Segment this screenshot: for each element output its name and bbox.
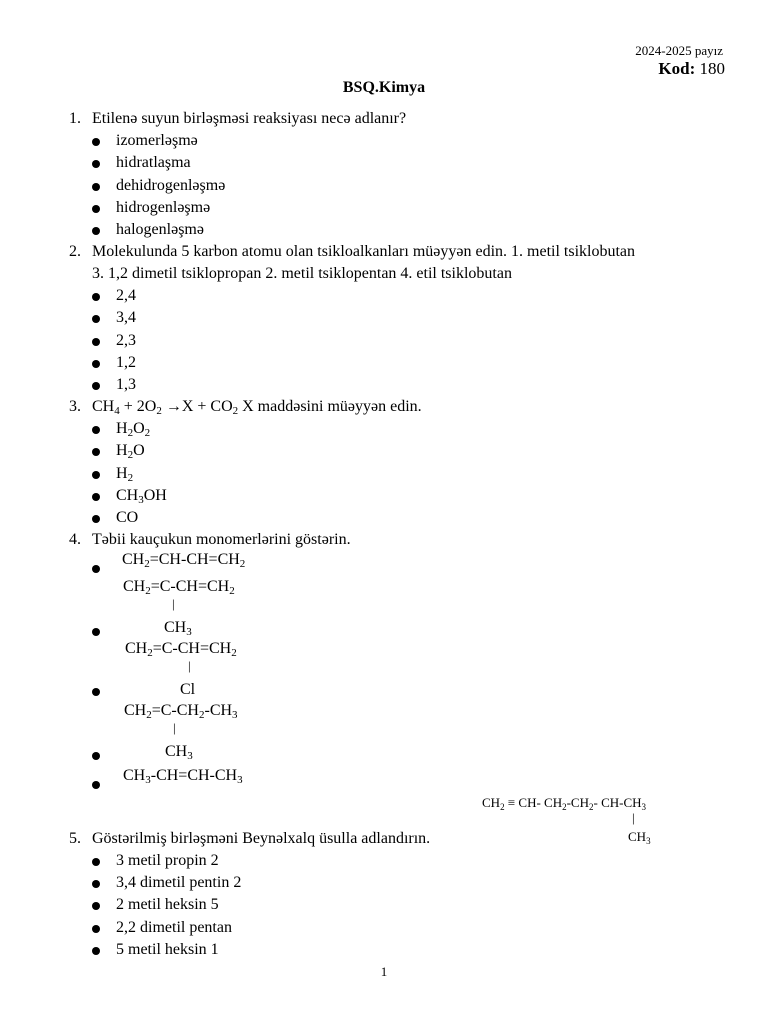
q2-option-2: 3,4 xyxy=(116,309,136,326)
reaction-equation: $CH_4 + 2O_2 \to X + CO_2$ X maddəsini müəyyən edin. xyxy=(92,398,422,417)
semester-label: 2024-2025 payız xyxy=(635,43,723,58)
bullet-icon xyxy=(92,338,100,346)
bullet-icon xyxy=(92,448,100,456)
q4-option-4-substituent: $CH_3$ xyxy=(165,743,193,762)
bullet-icon xyxy=(92,880,100,888)
q3-option-5: CO xyxy=(116,509,139,526)
q1-option-3: dehidrogenləşmə xyxy=(116,177,226,194)
bullet-icon xyxy=(92,360,100,368)
q2-option-4: 1,2 xyxy=(116,354,136,371)
bullet-icon xyxy=(92,781,100,789)
bullet-icon xyxy=(92,293,100,301)
bond-line: | xyxy=(632,810,635,825)
q4-option-2-substituent: $CH_3$ xyxy=(164,619,192,638)
q5-option-4: 2,2 dimetil pentan xyxy=(116,919,232,936)
question-2-line-2: 3. 1,2 dimetil tsiklopropan 2. metil tsiklopentan 4. etil tsiklobutan xyxy=(92,265,512,282)
question-number: 3. xyxy=(69,398,81,415)
question-text: Molekulunda 5 karbon atomu olan tsikloalkanları müəyyən edin. 1. metil tsiklobutan xyxy=(92,243,636,260)
q1-option-1: izomerləşmə xyxy=(116,132,198,149)
bullet-icon xyxy=(92,382,100,390)
bullet-icon xyxy=(92,565,100,573)
bullet-icon xyxy=(92,902,100,910)
bullet-icon xyxy=(92,515,100,523)
question-number: 1. xyxy=(69,110,81,127)
q4-option-5: $CH_3-CH=CH-CH_3$ xyxy=(123,767,243,786)
q5-option-3: 2 metil heksin 5 xyxy=(116,896,219,913)
question-number: 2. xyxy=(69,243,81,260)
q4-option-3-main-chain: $CH_2=C-CH=CH_2$ xyxy=(125,640,237,659)
question-3 xyxy=(69,398,422,416)
kod-label: Kod: xyxy=(658,59,696,78)
q4-option-3-substituent: Cl xyxy=(180,681,196,698)
bullet-icon xyxy=(92,752,100,760)
page-number: 1 xyxy=(380,964,388,979)
q1-option-2: hidratlaşma xyxy=(116,154,191,171)
q5-structure-main-chain: $CH_2 \equiv CH-$ $CH_2-CH_2-$ $CH-CH_3$ xyxy=(482,795,647,812)
bond-line: | xyxy=(188,658,191,673)
kod-value: 180 xyxy=(699,59,725,78)
q2-option-3: 2,3 xyxy=(116,332,136,349)
bullet-icon xyxy=(92,205,100,213)
bullet-icon xyxy=(92,138,100,146)
q5-option-5: 5 metil heksin 1 xyxy=(116,941,219,958)
question-4 xyxy=(69,531,351,549)
bullet-icon xyxy=(92,471,100,479)
q3-option-1: $H_2O_2$ xyxy=(116,420,151,439)
question-1 xyxy=(69,110,406,128)
bullet-icon xyxy=(92,183,100,191)
bullet-icon xyxy=(92,858,100,866)
q5-option-2: 3,4 dimetil pentin 2 xyxy=(116,874,242,891)
bullet-icon xyxy=(92,160,100,168)
question-text: Təbii kauçukun monomerlərini göstərin. xyxy=(92,531,351,548)
q5-structure-substituent: $CH_3$ xyxy=(628,829,651,846)
bullet-icon xyxy=(92,426,100,434)
q1-option-4: hidrogenləşmə xyxy=(116,199,211,216)
bond-line: | xyxy=(172,596,175,611)
q4-option-2-main-chain: $CH_2=C-CH=CH_2$ xyxy=(123,578,235,597)
bullet-icon xyxy=(92,947,100,955)
question-5 xyxy=(69,830,430,848)
bullet-icon xyxy=(92,628,100,636)
q4-option-4-main-chain: $CH_2=C-CH_2-CH_3$ xyxy=(124,702,238,721)
bullet-icon xyxy=(92,925,100,933)
page-title: BSQ.Kimya xyxy=(342,79,426,96)
bullet-icon xyxy=(92,227,100,235)
q3-option-2: $H_2O$ xyxy=(116,442,145,461)
q4-option-1: $CH_2=CH-CH=CH_2$ xyxy=(122,551,246,570)
q3-option-4: $CH_3OH$ xyxy=(116,487,167,506)
q1-option-5: halogenləşmə xyxy=(116,221,204,238)
q2-option-5: 1,3 xyxy=(116,376,136,393)
bullet-icon xyxy=(92,493,100,501)
q5-option-1: 3 metil propin 2 xyxy=(116,852,219,869)
question-2 xyxy=(69,243,635,261)
question-text: Etilenə suyun birləşməsi reaksiyası necə adlanır? xyxy=(92,110,407,127)
bullet-icon xyxy=(92,688,100,696)
q2-option-1: 2,4 xyxy=(116,287,136,304)
question-number: 5. xyxy=(69,830,81,847)
q3-option-3: $H_2$ xyxy=(116,465,134,484)
bullet-icon xyxy=(92,315,100,323)
question-number: 4. xyxy=(69,531,81,548)
bond-line: | xyxy=(173,720,176,735)
question-text: Göstərilmiş birləşməni Beynəlxalq üsulla adlandırın. xyxy=(92,830,431,847)
exam-code xyxy=(658,59,725,79)
